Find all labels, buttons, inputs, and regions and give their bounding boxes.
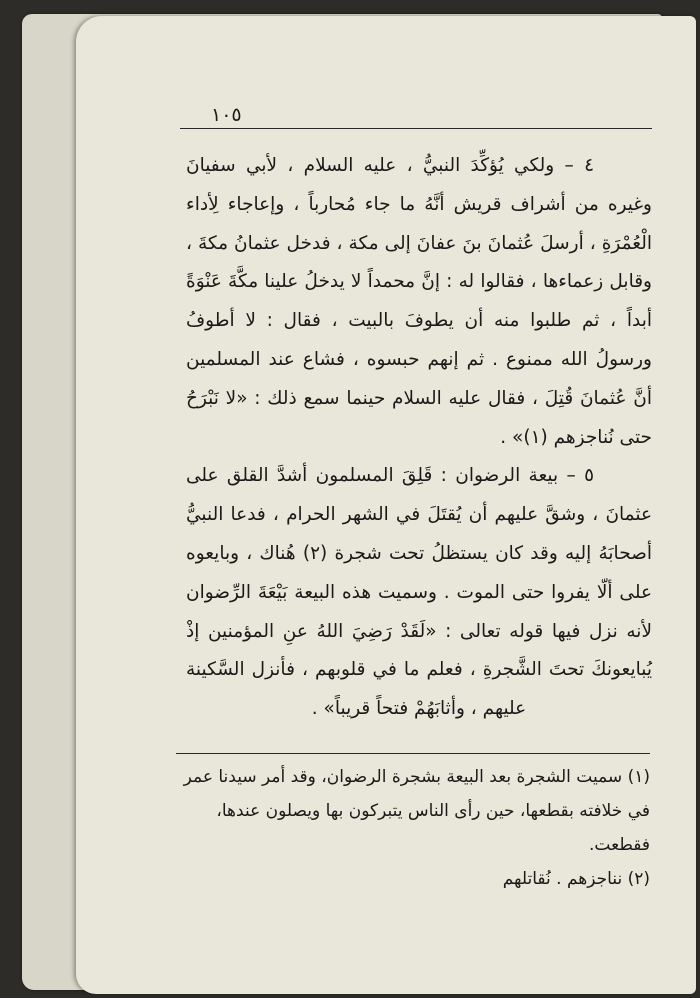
footnote-rule (176, 753, 650, 754)
footnote-2: (٢) نناجزهم . نُقاتلهم (502, 869, 650, 889)
page-number: ١٠٥ (211, 104, 242, 126)
paragraph-item-5: ٥ – بيعة الرضوان : قَلِقَ المسلمون أشدَّ القلق على عثمانَ ، وشقَّ عليهم أن يُقتَلَ في الشهر الحرام ، فدعا النبيُّ أصحابَهُ إليه وقد كان يستظلُ تحت شجرة (٢) هُناك ، وبايعوه على ألّا يفروا حتى الموت . وسميت هذه البيعة بَيْعَةَ الرِّضوان لأنه نزل فيها قوله تعالى : «لَقَدْ رَضِيَ اللهُ عنِ المؤمنين إذْ يُبايعونكَ تحتَ الشَّجرةِ ، فعلم ما في قلوبهم ، فأنزل السَّكينة عليهم ، وأثابَهُمْ فتحاً قريباً» . (186, 465, 652, 720)
body-text (186, 147, 652, 729)
footnotes (176, 760, 650, 896)
paragraph-item-4: ٤ – ولكي يُؤكِّدَ النبيُّ ، عليه السلام ، لأبي سفيانَ وغيره من أشراف قريش أنَّهُ ما جاء مُحارباً ، وإعاجاء لِأداء الْعُمْرَةِ ، أرسلَ عُثمانَ بنَ عفانَ إلى مكة ، فدخل عثمانُ مكةَ ، وقابل زعماءها ، فقالوا له : إنَّ محمداً لا يدخلُ علينا مكَّةَ عَنْوَةً أبداً ، ثم طلبوا منه أن يطوفَ بالبيت ، فقال : لا أطوفُ ورسولُ الله ممنوع . ثم إنهم حبسوه ، فشاع عند المسلمين أنَّ عُثمانَ قُتِلَ ، فقال عليه السلام حينما سمع ذلك : «لا نَبْرَحُ حتى نُناجزهم (١)» . (186, 155, 652, 448)
header-rule (180, 128, 652, 129)
footnote-1: (١) سميت الشجرة بعد البيعة بشجرة الرضوان، وقد أمر سيدنا عمر في خلافته بقطعها، حين رأى الناس يتبركون بها ويصلون عندها، فقطعت. (183, 767, 650, 855)
